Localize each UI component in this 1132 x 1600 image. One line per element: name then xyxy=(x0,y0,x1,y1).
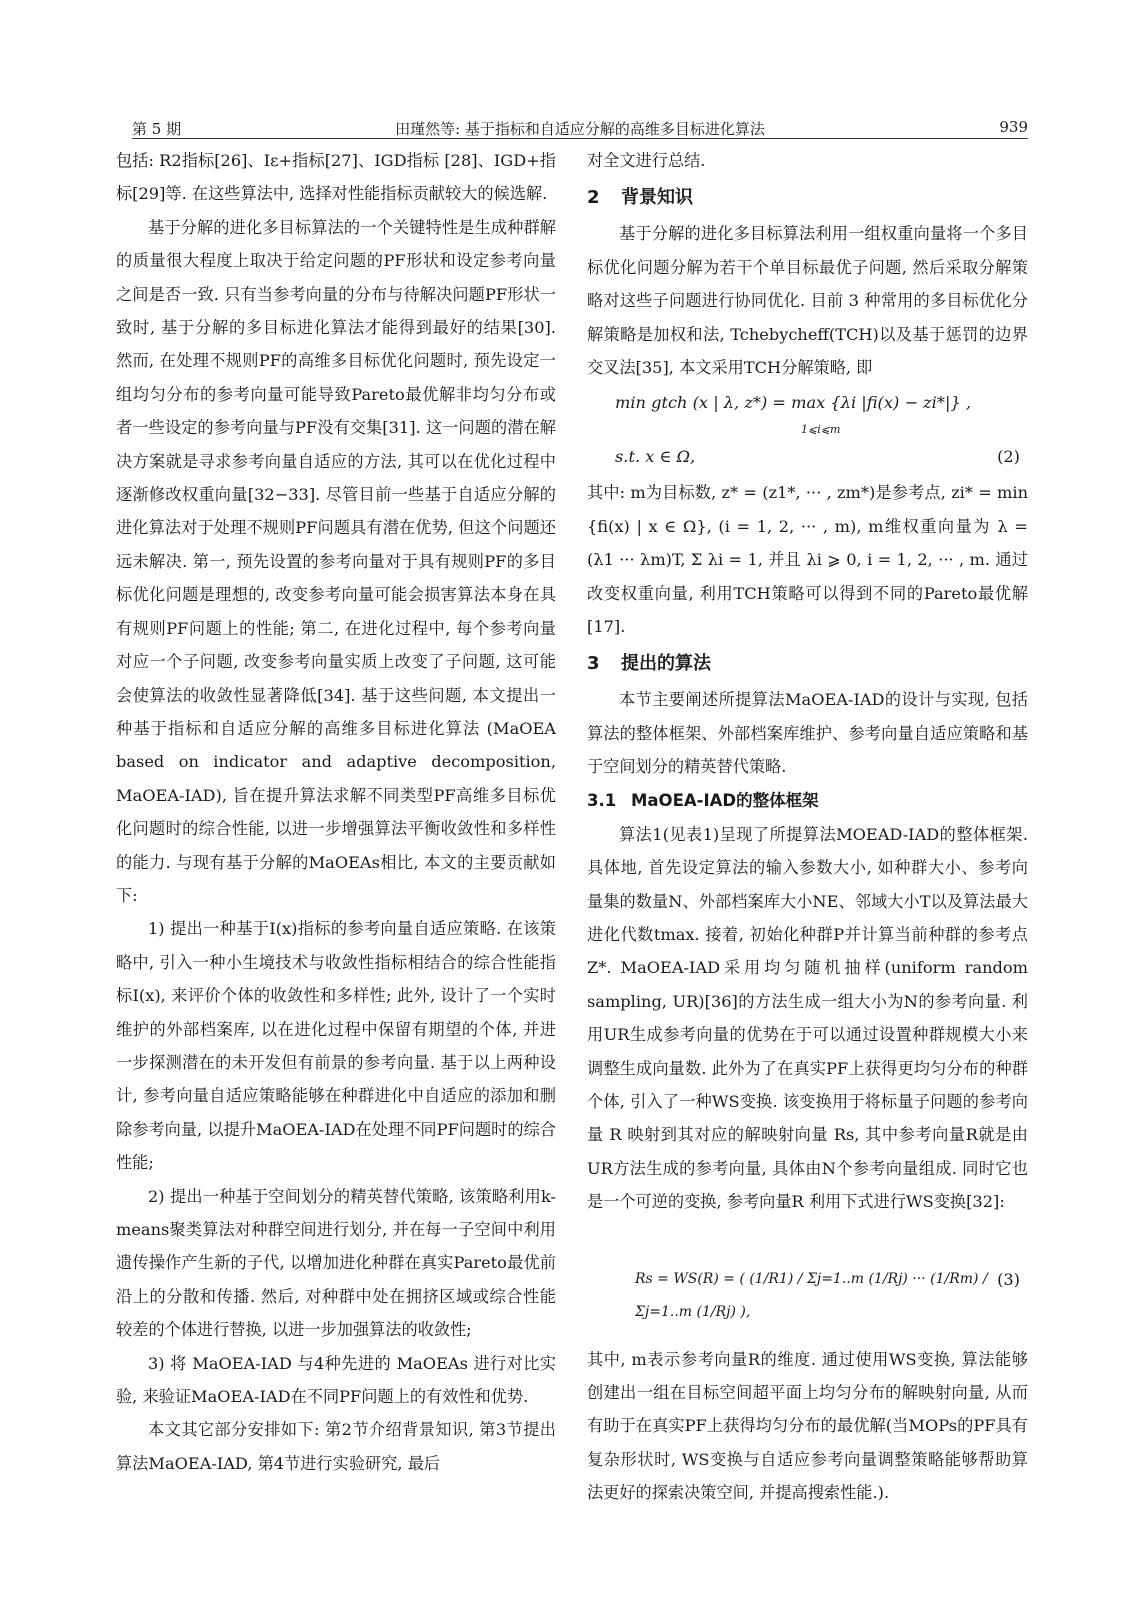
subsection-heading xyxy=(587,784,1028,818)
page-header xyxy=(132,114,1028,140)
equation-2-tag: (2) xyxy=(997,447,1020,467)
paragraph: 基于分解的进化多目标算法的一个关键特性是生成种群解的质量很大程度上取决于给定问题的PF形状和设定参考向量之间是否一致. 只有当参考向量的分布与待解决问题PF形状一致时, 基于分解的多目标进化算法才能得到最好的结果[30]. 然而, 在处理不规则PF的高维多目标优化问题时, 预先设定一组均匀分布的参考向量可能导致Pareto最优解非均匀分布或者一些设定的参考向量与PF没有交集[31]. 这一问题的潜在解决方案就是寻求参考向量自适应的方法, 其可以在优化过程中逐渐修改权重向量[32−33]. 尽管目前一些基于自适应分解的进化算法对于处理不规则PF问题具有潜在优势, 但这个问题还远未解决. 第一, 预先设置的参考向量对于具有规则PF的多目标优化问题是理想的, 改变参考向量可能会损害算法本身在具有规则PF问题上的性能; 第二, 在进化过程中, 每个参考向量对应一个子问题, 改变参考向量实质上改变了子问题, 这可能会使算法的收敛性显著降低[34]. 基于这些问题, 本文提出一种基于指标和自适应分解的高维多目标进化算法 (MaOEA based on indicator and adaptive decomposition, MaOEA-IAD), 旨在提升算法求解不同类型PF高维多目标优化问题时的综合性能, 以进一步增强算法平衡收敛性和多样性的能力. 与现有基于分解的MaOEAs相比, 本文的主要贡献如下: xyxy=(116,217,556,905)
equation-3 xyxy=(587,1227,1028,1337)
equation-3-body: Rs = WS(R) = ( (1/R1) / Σj=1..m (1/Rj) ··· (1/Rm) / Σj=1..m (1/Rj) ), xyxy=(635,1270,988,1320)
paragraph: 本节主要阐述所提算法MaOEA-IAD的设计与实现, 包括算法的整体框架、外部档案库维护、参考向量自适应策略和基于空间划分的精英替代策略. xyxy=(587,690,1028,777)
paragraph: 算法1(见表1)呈现了所提算法MOEAD-IAD的整体框架. 具体地, 首先设定算法的输入参数大小, 如种群大小、参考向量集的数量N、外部档案库大小NE、邻域大小T以及算法最大进化代数tmax. 接着, 初始化种群P并计算当前种群的参考点Z*. MaOEA-IAD采用均匀随机抽样(uniform random sampling, UR)[36]的方法生成一组大小为N的参考向量. 利用UR生成参考向量的优势在于可以通过设置种群规模大小来调整生成向量数. 此外为了在真实PF上获得更均匀分布的种群个体, 引入了一种WS变换. 该变换用于将标量子问题的参考向量 R 映射到其对应的解映射向量 Rs, 其中参考向量R就是由UR方法生成的参考向量, 具体由N个参考向量组成. 同时它也是一个可逆的变换, 参考向量R 利用下式进行WS变换[32]: xyxy=(587,824,1028,1212)
subsection-title: MaOEA-IAD的整体框架 xyxy=(631,790,819,810)
left-column xyxy=(116,144,556,1480)
section-heading xyxy=(587,647,1028,681)
equation-2-subscript: 1⩽i⩽m xyxy=(801,423,841,437)
paragraph: 本文其它部分安排如下: 第2节介绍背景知识, 第3节提出算法MaOEA-IAD, 第4节进行实验研究, 最后 xyxy=(116,1420,556,1473)
right-column xyxy=(587,144,1028,1510)
subsection-number: 3.1 xyxy=(587,790,617,810)
section-heading xyxy=(587,181,1028,215)
equation-2-line-1: min gtch (x | λ, z*) = max {λi |fi(x) − zi*|} , xyxy=(615,393,971,413)
page-number: 939 xyxy=(999,118,1028,136)
paragraph: 其中, m表示参考向量R的维度. 通过使用WS变换, 算法能够创建出一组在目标空间超平面上均匀分布的解映射向量, 从而有助于在真实PF上获得均匀分布的最优解(当MOPs的PF具有复杂形状时, WS变换与自适应参考向量调整策略能够帮助算法更好的探索决策空间, 并提高搜索性能.). xyxy=(587,1349,1028,1503)
issue-label: 第 5 期 xyxy=(132,120,182,138)
contribution-1: 1) 提出一种基于I(x)指标的参考向量自适应策略. 在该策略中, 引入一种小生境技术与收敛性指标相结合的综合性能指标I(x), 来评价个体的收敛性和多样性; 此外, 设计了一个实时维护的外部档案库, 以在进化过程中保留有期望的个体, 并进一步探测潜在的未开发但有前景的参考向量. 基于以上两种设计, 参考向量自适应策略能够在种群进化中自适应的添加和删除参考向量, 以提升MaOEA-IAD在处理不同PF问题时的综合性能; xyxy=(116,919,556,1173)
equation-2 xyxy=(587,384,1028,476)
section-number: 3 xyxy=(587,653,600,675)
contribution-3: 3) 将 MaOEA-IAD 与4种先进的 MaOEAs 进行对比实验, 来验证MaOEA-IAD在不同PF问题上的有效性和优势. xyxy=(116,1353,556,1407)
paragraph: 包括: R2指标[26]、Iε+指标[27]、IGD指标 [28]、IGD+指标[29]等. 在这些算法中, 选择对性能指标贡献较大的候选解. xyxy=(116,151,556,204)
equation-2-line-2: s.t. x ∈ Ω, xyxy=(615,447,696,467)
contribution-2: 2) 提出一种基于空间划分的精英替代策略, 该策略利用k-means聚类算法对种群空间进行划分, 并在每一子空间中利用遗传操作产生新的子代, 以增加进化种群在真实Pareto最优前沿上的分散和传播. 然后, 对种群中处在拥挤区域或综合性能较差的个体进行替换, 以进一步加强算法的收敛性; xyxy=(116,1186,556,1340)
section-number: 2 xyxy=(587,187,600,209)
header-rule xyxy=(132,138,1028,139)
paragraph: 对全文进行总结. xyxy=(587,151,706,170)
equation-3-tag: (3) xyxy=(997,1269,1020,1289)
section-title: 背景知识 xyxy=(621,187,693,209)
running-title: 田瑾然等: 基于指标和自适应分解的高维多目标进化算法 xyxy=(395,120,765,138)
paragraph: 基于分解的进化多目标算法利用一组权重向量将一个多目标优化问题分解为若干个单目标最优子问题, 然后采取分解策略对这些子问题进行协同优化. 目前 3 种常用的多目标优化分解策略是加权和法, Tchebycheff(TCH)以及基于惩罚的边界交叉法[35], 本文采用TCH分解策略, 即 xyxy=(587,224,1028,378)
paragraph: 其中: m为目标数, z* = (z1*, ··· , zm*)是参考点, zi* = min {fi(x) | x ∈ Ω}, (i = 1, 2, ··· , m), m维权重向量为 λ = (λ1 ··· λm)T, Σ λi = 1, 并且 λi ⩾ 0, i = 1, 2, ··· , m. 通过改变权重向量, 利用TCH策略可以得到不同的Pareto最优解[17]. xyxy=(587,483,1028,637)
section-title: 提出的算法 xyxy=(621,653,711,675)
